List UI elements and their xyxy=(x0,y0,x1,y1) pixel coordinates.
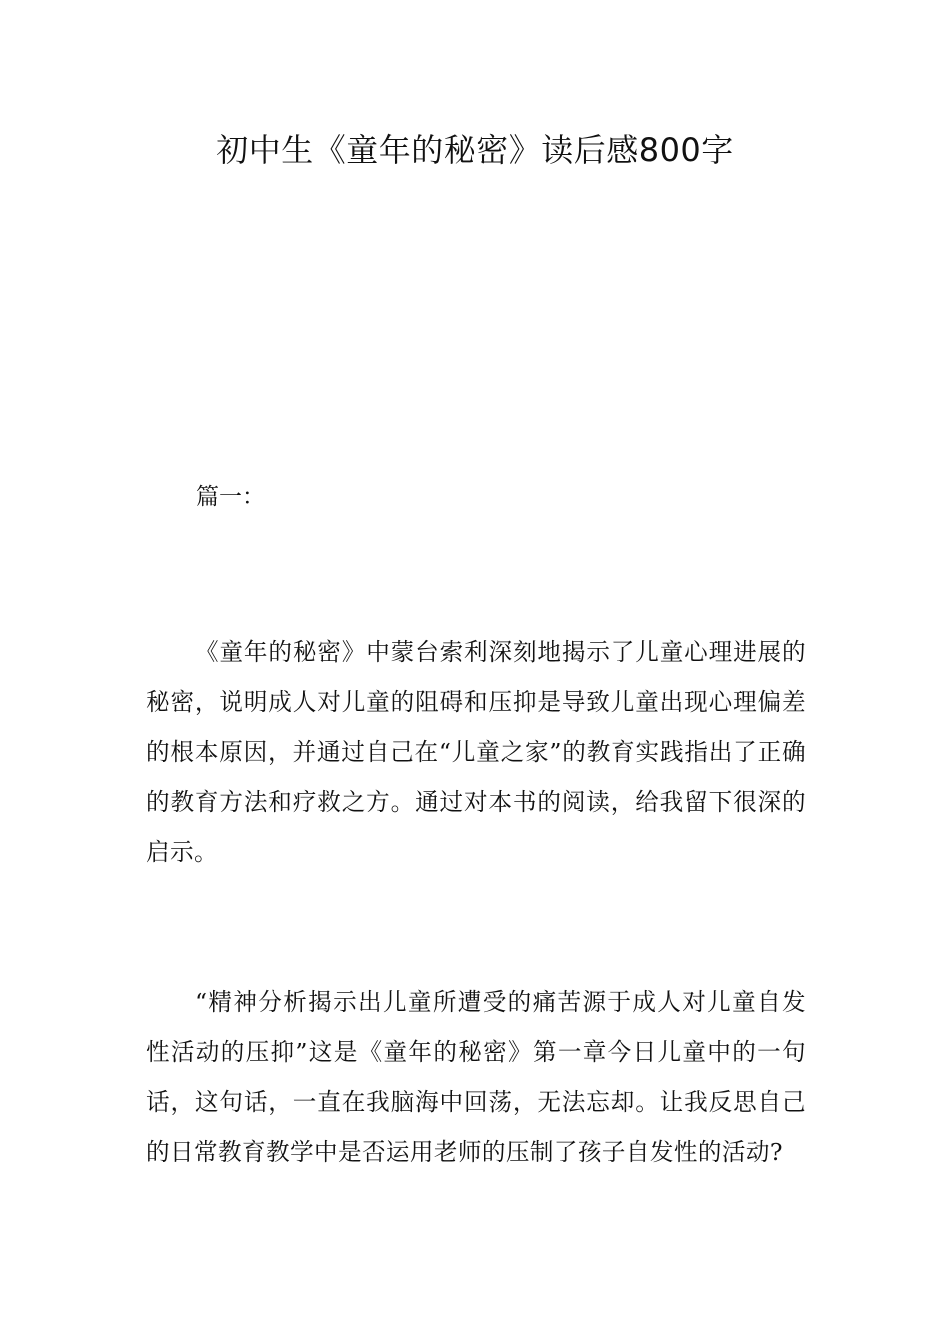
paragraph-1: 《童年的秘密》中蒙台索利深刻地揭示了儿童心理进展的秘密，说明成人对儿童的阻碍和压抑是导致儿童出现心理偏差的根本原因，并通过自己在“儿童之家”的教育实践指出了正确的教育方法和疗救之方。通过对本书的阅读，给我留下很深的启示。 xyxy=(146,638,806,866)
section-label: 篇一： xyxy=(196,484,265,510)
paragraph-2: “精神分析揭示出儿童所遭受的痛苦源于成人对儿童自发性活动的压抑”这是《童年的秘密》第一章今日儿童中的一句话，这句话，一直在我脑海中回荡，无法忘却。让我反思自己的日常教育教学中是否运用老师的压制了孩子自发性的活动? xyxy=(146,988,806,1166)
document-title: 初中生《童年的秘密》读后感800字 xyxy=(216,131,734,169)
